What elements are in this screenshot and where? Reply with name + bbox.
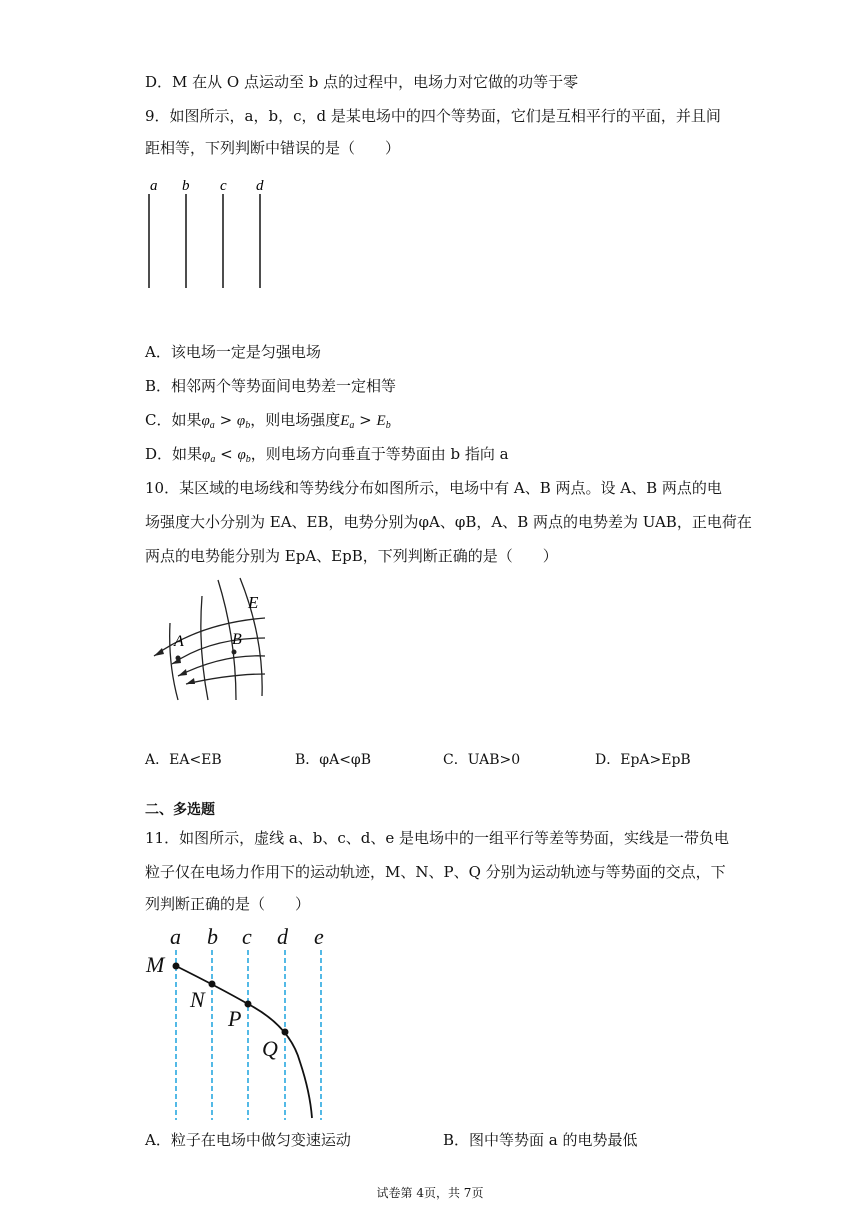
page-footer: 试卷第 4页，共 7页: [376, 1186, 484, 1200]
gt-sign: >: [214, 411, 237, 429]
q11-point-label-n: N: [190, 987, 205, 1012]
q9-option-c: [145, 410, 391, 436]
q10-arrow-4: [186, 678, 195, 684]
q9-option-c-middle: ，则电场强度: [250, 411, 341, 429]
q9-label-b: b: [182, 178, 190, 194]
q11-point-n: [209, 981, 216, 988]
subscript: a: [209, 420, 215, 431]
q11-point-q: [282, 1029, 289, 1036]
q9-option-c-prefix: C．如果: [145, 411, 202, 429]
subscript: a: [210, 454, 216, 465]
q10-arrow-3: [178, 669, 187, 676]
subscript: b: [245, 420, 251, 431]
q11-trajectory-figure: [140, 922, 340, 1122]
q10-field-line-3: [178, 656, 265, 676]
q10-point-b: [232, 650, 237, 655]
q10-option-b: B．φA<φB: [295, 752, 372, 768]
q11-line-label-a: a: [170, 924, 181, 949]
q9-stem-line-2: 距相等，下列判断中错误的是（ ）: [145, 139, 401, 157]
q10-label-b: B: [232, 631, 242, 648]
q9-label-d: d: [256, 178, 264, 194]
q9-label-a: a: [150, 178, 158, 194]
q9-label-c: c: [220, 178, 227, 194]
lt-sign: <: [215, 445, 238, 463]
q11-stem-line-1: 11．如图所示，虚线 a、b、c、d、e 是电场中的一组平行等差等势面，实线是一带负电: [145, 829, 730, 847]
q10-stem-line-3: 两点的电势能分别为 EpA、EpB，下列判断正确的是（ ）: [145, 547, 558, 565]
q10-option-d: D．EpA>EpB: [595, 752, 691, 768]
q11-line-label-d: d: [277, 924, 288, 949]
q10-arrow-1: [154, 648, 164, 656]
q11-option-b: B．图中等势面 a 的电势最低: [443, 1131, 638, 1149]
q11-point-label-m: M: [146, 952, 165, 977]
q10-option-a: A．EA<EB: [145, 752, 222, 768]
q11-line-label-e: e: [314, 924, 324, 949]
field-e-symbol: E: [340, 413, 350, 429]
subscript: b: [385, 420, 391, 431]
phi-symbol: φ: [202, 447, 211, 463]
q11-line-label-b: b: [207, 924, 218, 949]
q11-stem-line-3: 列判断正确的是（ ）: [145, 895, 311, 913]
subscript: b: [245, 454, 251, 465]
subscript: a: [349, 420, 355, 431]
phi-symbol: φ: [236, 413, 246, 429]
q11-option-a: A．粒子在电场中做匀变速运动: [145, 1131, 351, 1149]
section-title-multiple-choice: 二、多选题: [145, 802, 215, 818]
q11-point-p: [245, 1001, 252, 1008]
q11-point-label-p: P: [228, 1006, 242, 1031]
phi-symbol: φ: [201, 413, 210, 429]
gt-sign: >: [354, 411, 377, 429]
q8-option-d: D．M 在从 O 点运动至 b 点的过程中，电场力对它做的功等于零: [145, 73, 579, 91]
q9-option-a: A．该电场一定是匀强电场: [145, 343, 321, 361]
q9-stem-line-1: 9．如图所示，a，b，c，d 是某电场中的四个等势面，它们是互相平行的平面，并且间: [145, 107, 721, 125]
q10-point-a: [176, 656, 181, 661]
q10-field-line-2: [172, 638, 265, 664]
field-e-symbol: E: [376, 413, 386, 429]
q11-stem-line-2: 粒子仅在电场力作用下的运动轨迹，M、N、P、Q 分别为运动轨迹与等势面的交点，下: [145, 863, 726, 881]
phi-symbol: φ: [237, 447, 246, 463]
q10-field-line-4: [186, 674, 265, 684]
q11-point-m: [173, 963, 180, 970]
q9-equipotential-figure: [140, 172, 280, 302]
q9-option-d: [145, 444, 509, 470]
q11-line-label-c: c: [242, 924, 252, 949]
q10-field-line-figure: [140, 578, 280, 703]
q10-option-c: C．UAB>0: [443, 752, 521, 768]
q10-label-a: A: [174, 633, 184, 650]
q9-option-b: B．相邻两个等势面间电势差一定相等: [145, 377, 397, 395]
q11-point-label-q: Q: [262, 1036, 278, 1061]
q10-label-e: E: [248, 593, 259, 612]
q9-option-d-suffix: ，则电场方向垂直于等势面由 b 指向 a: [250, 445, 509, 463]
q10-stem-line-1: 10．某区域的电场线和等势线分布如图所示，电场中有 A、B 两点。设 A、B 两点的电: [145, 479, 722, 497]
q9-option-d-prefix: D．如果: [145, 445, 203, 463]
q10-stem-line-2: 场强度大小分别为 EA、EB，电势分别为φA、φB，A、B 两点的电势差为 UAB，正电荷在: [145, 513, 752, 531]
